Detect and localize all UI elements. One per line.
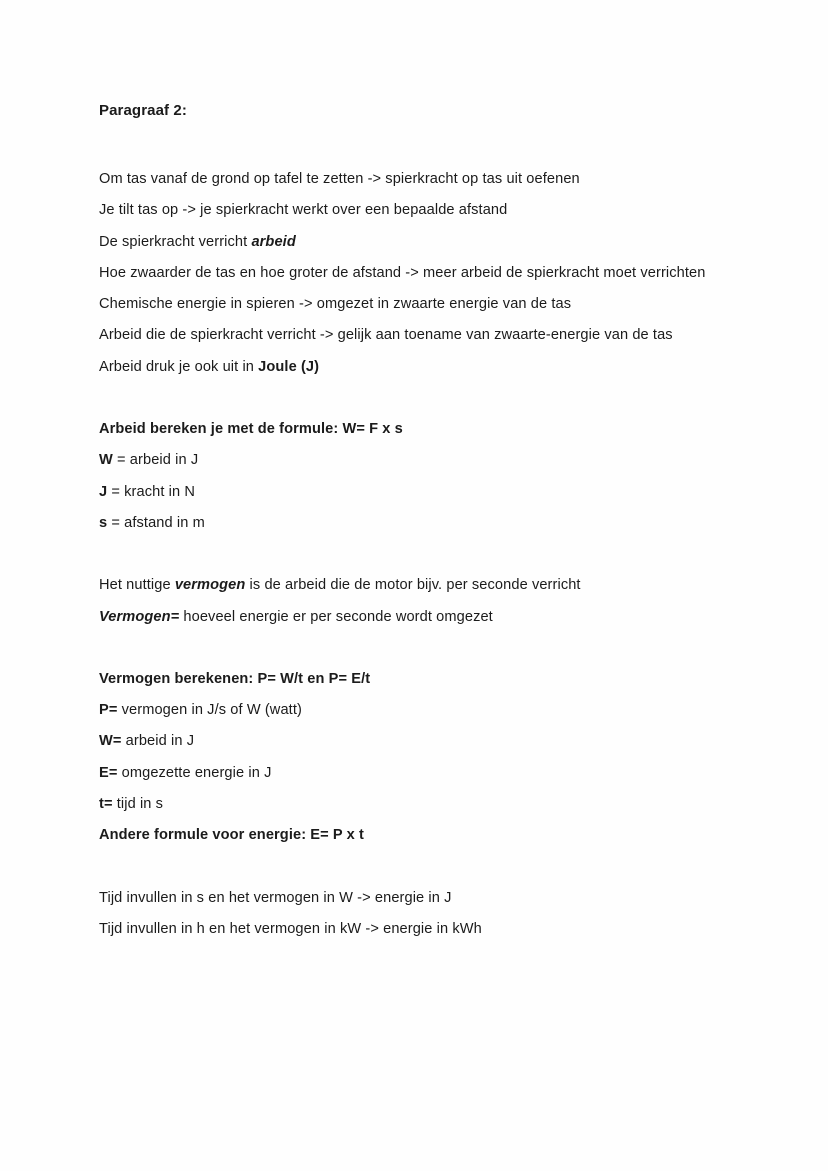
text-run: Het nuttige bbox=[99, 577, 175, 594]
paragraph-line bbox=[99, 326, 738, 345]
paragraph-line bbox=[99, 920, 738, 939]
text-run: t= bbox=[99, 796, 113, 813]
paragraph-line bbox=[99, 514, 738, 533]
text-run: Om tas vanaf de grond op tafel te zetten -> spierkracht op tas uit oefenen bbox=[99, 171, 580, 187]
text-run: J bbox=[99, 483, 108, 500]
paragraph-line bbox=[99, 732, 738, 751]
text-run: arbeid in J bbox=[121, 733, 195, 750]
paragraph-line bbox=[99, 295, 738, 314]
paragraph-line bbox=[99, 826, 738, 845]
text-run: omgezette energie in J bbox=[117, 764, 272, 781]
text-run: Chemische energie in spieren -> omgezet in zwaarte energie van de tas bbox=[99, 296, 572, 313]
text-run: W= bbox=[99, 733, 122, 750]
text-run: Andere formule voor energie: E= P x t bbox=[99, 827, 364, 844]
paragraph-line bbox=[99, 358, 738, 377]
text-run: arbeid bbox=[251, 233, 296, 250]
text-run: Je tilt tas op -> je spierkracht werkt over een bepaalde afstand bbox=[99, 202, 508, 219]
paragraph-heading: Paragraaf 2: bbox=[99, 102, 187, 119]
paragraph-line bbox=[99, 451, 738, 470]
text-run: s bbox=[99, 514, 108, 531]
paragraph-line bbox=[99, 889, 738, 908]
blank-line bbox=[99, 132, 738, 170]
paragraph-line bbox=[99, 795, 738, 814]
text-run: Tijd invullen in h en het vermogen in kW -> energie in kWh bbox=[99, 920, 482, 937]
text-run: Tijd invullen in s en het vermogen in W -> energie in J bbox=[99, 889, 452, 906]
blank-line bbox=[99, 389, 738, 420]
document-body bbox=[99, 132, 738, 939]
text-run: = arbeid in J bbox=[112, 452, 199, 469]
paragraph-line bbox=[99, 764, 738, 783]
paragraph-line bbox=[99, 233, 738, 252]
text-run: Vermogen= bbox=[99, 608, 180, 625]
blank-line bbox=[99, 858, 738, 889]
paragraph-line bbox=[99, 701, 738, 720]
text-run: W bbox=[99, 452, 113, 469]
text-run: P= bbox=[99, 702, 118, 719]
text-run: Vermogen berekenen: P= W/t en P= E/t bbox=[99, 670, 371, 687]
paragraph-line bbox=[99, 670, 738, 689]
text-run: hoeveel energie er per seconde wordt omgezet bbox=[179, 608, 493, 625]
text-run: Joule (J) bbox=[258, 358, 320, 375]
text-run: Hoe zwaarder de tas en hoe groter de afstand -> meer arbeid de spierkracht moet verrichten bbox=[99, 264, 706, 281]
text-run: is de arbeid die de motor bijv. per seconde verricht bbox=[245, 577, 581, 594]
text-run: vermogen in J/s of W (watt) bbox=[117, 702, 302, 719]
text-run: Arbeid die de spierkracht verricht -> gelijk aan toename van zwaarte-energie van de tas bbox=[99, 327, 673, 344]
text-run: Arbeid druk je ook uit in bbox=[99, 358, 259, 375]
paragraph-line bbox=[99, 264, 738, 283]
paragraph-line bbox=[99, 170, 738, 189]
paragraph-line bbox=[99, 576, 738, 595]
blank-line bbox=[99, 639, 738, 670]
text-run: De spierkracht verricht bbox=[99, 233, 252, 250]
paragraph-line bbox=[99, 201, 738, 220]
text-run: E= bbox=[99, 764, 118, 781]
blank-line bbox=[99, 545, 738, 576]
paragraph-line bbox=[99, 420, 738, 439]
text-run: = afstand in m bbox=[107, 514, 205, 531]
text-run: vermogen bbox=[174, 577, 246, 594]
text-run: Arbeid bereken je met de formule: W= F x s bbox=[99, 421, 403, 438]
paragraph-line bbox=[99, 483, 738, 502]
text-run: tijd in s bbox=[112, 796, 164, 813]
paragraph-line bbox=[99, 608, 738, 627]
text-run: = kracht in N bbox=[107, 483, 195, 500]
